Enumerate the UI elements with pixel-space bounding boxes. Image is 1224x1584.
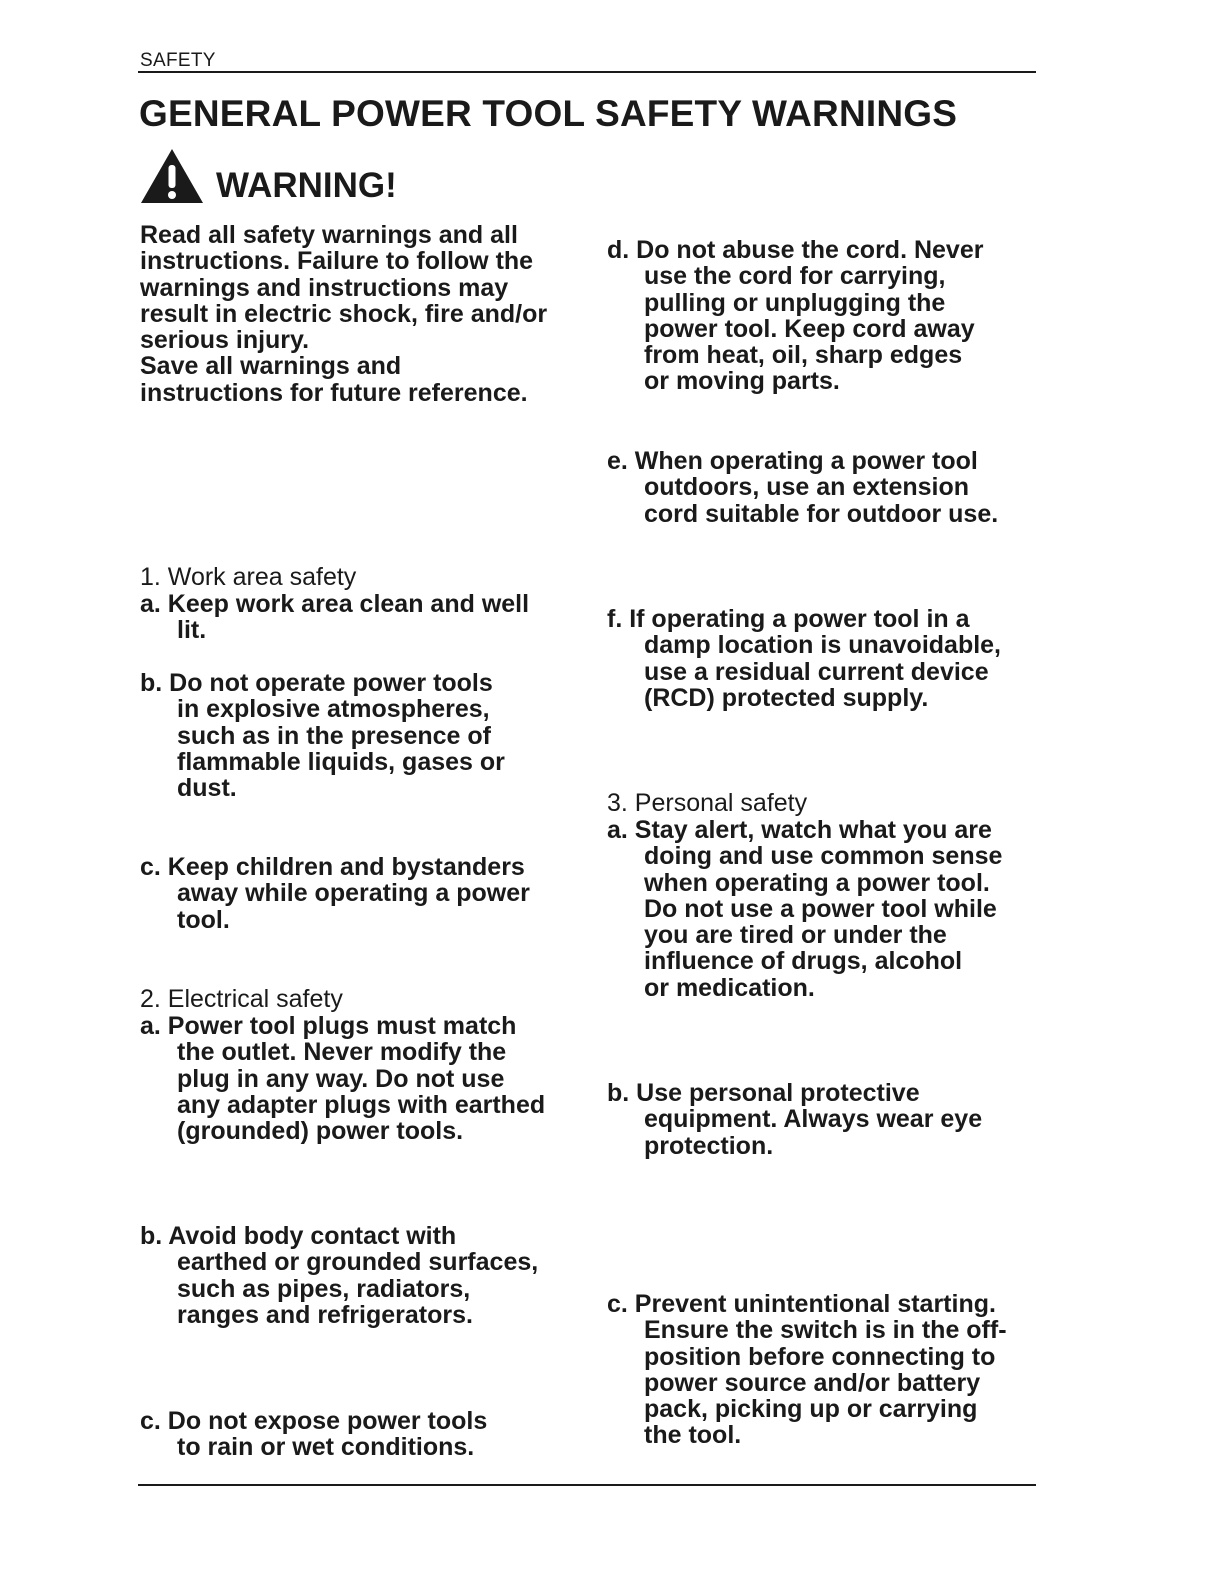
intro-line: warnings and instructions may [140, 273, 509, 302]
item-text: Do not use a power tool while [644, 894, 997, 923]
warning-triangle-icon [140, 148, 204, 204]
item-text: or moving parts. [644, 367, 840, 396]
item-text: earthed or grounded surfaces, [177, 1248, 539, 1277]
item-text: outdoors, use an extension [644, 473, 970, 502]
electrical-heading: 2. Electrical safety [140, 985, 343, 1013]
electrical-item-d [607, 237, 983, 395]
item-text: damp location is unavoidable, [644, 631, 1002, 660]
item-text: influence of drugs, alcohol [644, 947, 963, 976]
item-text: doing and use common sense [644, 842, 1003, 871]
item-text: such as in the presence of [177, 721, 491, 750]
item-text: b. Avoid body contact with [140, 1222, 457, 1250]
work-area-heading: 1. Work area safety [140, 563, 357, 591]
electrical-item-b [140, 1223, 538, 1328]
page-title: GENERAL POWER TOOL SAFETY WARNINGS [139, 93, 958, 134]
item-text: (RCD) protected supply. [644, 683, 929, 712]
item-text: c. Do not expose power tools [140, 1407, 488, 1435]
item-text: dust. [177, 774, 237, 803]
item-text: flammable liquids, gases or [177, 747, 505, 776]
item-text: b. Do not operate power tools [140, 669, 493, 697]
personal-item-b [607, 1080, 982, 1159]
item-text: f. If operating a power tool in a [607, 605, 970, 633]
item-text: e. When operating a power tool [607, 447, 978, 475]
bottom-divider [138, 1484, 1036, 1486]
work-area-item-b [140, 670, 505, 801]
item-text: a. Keep work area clean and well [140, 590, 530, 618]
item-text: power tool. Keep cord away [644, 314, 975, 343]
item-text: the outlet. Never modify the [177, 1038, 507, 1067]
item-text: to rain or wet conditions. [177, 1433, 475, 1462]
warning-label: WARNING! [216, 166, 397, 205]
work-area-item-a [140, 591, 529, 644]
intro-line: instructions for future reference. [140, 378, 528, 407]
intro-line: serious injury. [140, 326, 310, 355]
personal-item-a [607, 817, 1002, 1001]
item-text: or medication. [644, 973, 815, 1002]
warning-header [140, 148, 397, 204]
item-text: d. Do not abuse the cord. Never [607, 236, 984, 264]
work-area-item-c [140, 854, 530, 933]
electrical-item-a [140, 1013, 545, 1144]
item-text: b. Use personal protective [607, 1079, 920, 1107]
item-text: the tool. [644, 1421, 742, 1450]
intro-line: result in electric shock, fire and/or [140, 299, 548, 328]
item-text: a. Stay alert, watch what you are [607, 816, 992, 844]
personal-item-c [607, 1291, 1007, 1449]
intro-line: Save all warnings and [140, 352, 402, 381]
item-text: c. Keep children and bystanders [140, 853, 525, 881]
item-text: a. Power tool plugs must match [140, 1012, 517, 1040]
item-text: when operating a power tool. [644, 868, 990, 897]
item-text: use a residual current device [644, 657, 989, 686]
item-text: Ensure the switch is in the off- [644, 1316, 1007, 1345]
section-label: SAFETY [140, 50, 216, 71]
item-text: equipment. Always wear eye [644, 1105, 983, 1134]
item-text: (grounded) power tools. [177, 1117, 464, 1146]
item-text: pack, picking up or carrying [644, 1395, 978, 1424]
item-text: cord suitable for outdoor use. [644, 499, 999, 528]
item-text: power source and/or battery [644, 1368, 981, 1397]
item-text: position before connecting to [644, 1342, 996, 1371]
top-divider [138, 71, 1036, 73]
item-text: in explosive atmospheres, [177, 695, 490, 724]
personal-heading: 3. Personal safety [607, 789, 808, 817]
electrical-item-c [140, 1408, 487, 1461]
item-text: you are tired or under the [644, 921, 947, 950]
item-text: plug in any way. Do not use [177, 1064, 505, 1093]
item-text: pulling or unplugging the [644, 288, 946, 317]
item-text: use the cord for carrying, [644, 262, 946, 291]
item-text: lit. [177, 616, 207, 645]
electrical-item-f [607, 606, 1001, 711]
electrical-item-e [607, 448, 998, 527]
item-text: c. Prevent unintentional starting. [607, 1290, 996, 1318]
warning-intro [140, 222, 547, 406]
item-text: any adapter plugs with earthed [177, 1090, 546, 1119]
item-text: tool. [177, 905, 230, 934]
intro-line: Read all safety warnings and all [140, 221, 518, 249]
item-text: from heat, oil, sharp edges [644, 341, 963, 370]
item-text: protection. [644, 1131, 774, 1160]
item-text: away while operating a power [177, 879, 530, 908]
item-text: such as pipes, radiators, [177, 1274, 471, 1303]
intro-line: instructions. Failure to follow the [140, 247, 534, 276]
item-text: ranges and refrigerators. [177, 1300, 473, 1329]
